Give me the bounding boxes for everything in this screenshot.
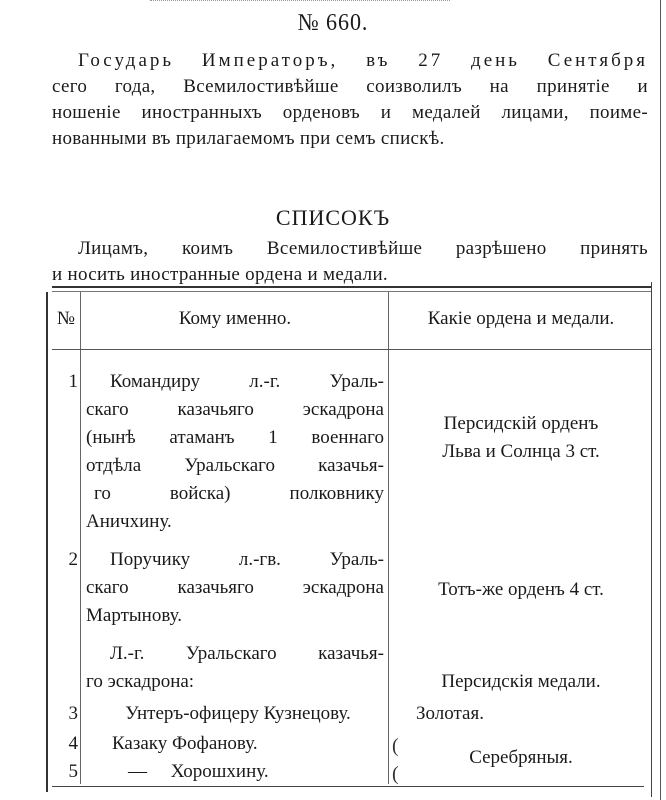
group-heading-line: Л.-г. Уральскаго казачья-	[110, 643, 384, 664]
row-1-award-line: Льва и Солнца 3 ст.	[442, 441, 600, 462]
rows-4-5-award-line: Серебряныя.	[469, 747, 573, 768]
column-header-who: Кому именно.	[178, 308, 292, 329]
table-column-divider-award	[388, 292, 389, 784]
row-2-recipient	[86, 546, 384, 630]
row-1-recipient-line: го войска) полковнику	[94, 483, 384, 504]
row-5-recipient-line: — Хорошхину.	[128, 761, 269, 782]
group-heading-line: го эскадрона:	[86, 671, 195, 692]
row-5-recipient	[86, 758, 384, 786]
page-right-edge-rule	[660, 0, 661, 800]
intro-line-1: Государь Императоръ, въ 27 день Сентября	[78, 50, 648, 71]
row-1-recipient	[86, 368, 384, 536]
row-3-award-line: Золотая.	[416, 703, 484, 724]
group-award-heading-line: Персидскія медали.	[441, 671, 601, 692]
row-1-recipient-line: Аничхину.	[86, 511, 172, 532]
table-column-divider-number	[80, 292, 81, 784]
group-heading	[86, 640, 384, 696]
row-3-recipient	[86, 700, 384, 728]
row-1-recipient-line: (нынѣ атаманъ 1 военнаго	[86, 427, 384, 448]
row-4-number: 4	[68, 733, 78, 754]
row-3-recipient-line: Унтеръ-офицеру Кузнецову.	[125, 703, 351, 724]
row-2-recipient-line: Мартынову.	[86, 605, 182, 626]
intro-line-4: нованными въ прилагаемомъ при семъ спискѣ.	[52, 128, 445, 149]
row-2-recipient-line: скаго казачьяго эскадрона	[86, 577, 384, 598]
table-right-border	[651, 282, 652, 797]
row-4-recipient	[86, 730, 384, 758]
rows-4-5-award	[392, 744, 650, 772]
list-title: СПИСОКЪ	[275, 205, 391, 230]
list-intro-line-1: Лицамъ, коимъ Всемилостивѣйше разрѣшено принять	[78, 238, 648, 259]
row-2-number: 2	[68, 549, 78, 570]
intro-line-3: ношеніе иностранныхъ орденовъ и медалей лицами, поиме-	[52, 102, 648, 123]
row-4-brace: (	[392, 735, 399, 757]
table-left-border	[46, 292, 48, 792]
table-top-rule	[52, 286, 652, 292]
table-header-rule	[52, 349, 652, 350]
row-5-number: 5	[68, 761, 78, 782]
row-1-recipient-line: Командиру л.-г. Ураль-	[110, 371, 384, 392]
intro-line-2: сего года, Всемилостивѣйше соизволилъ на принятіе и	[52, 76, 648, 97]
list-intro-paragraph	[52, 236, 648, 288]
table-bottom-rule	[52, 786, 644, 787]
column-header-awards: Какіе ордена и медали.	[427, 308, 615, 329]
top-edge-specks	[150, 0, 450, 3]
row-5-brace: (	[392, 763, 399, 785]
row-1-number: 1	[68, 371, 78, 392]
group-award-heading	[392, 668, 650, 696]
row-4-recipient-line: Казаку Фофанову.	[112, 733, 258, 754]
intro-paragraph	[52, 48, 648, 152]
row-2-award-line: Тотъ-же орденъ 4 ст.	[438, 579, 604, 600]
list-intro-line-2: и носить иностранные ордена и медали.	[52, 264, 388, 285]
row-3-award	[392, 700, 650, 728]
row-2-award	[392, 576, 650, 604]
document-number: № 660.	[297, 10, 369, 36]
column-header-number: №	[56, 308, 76, 329]
row-1-recipient-line: отдѣла Уральскаго казачья-	[86, 455, 384, 476]
row-1-award-line: Персидскій орденъ	[443, 413, 599, 434]
row-1-award	[392, 410, 650, 466]
row-1-recipient-line: скаго казачьяго эскадрона	[86, 399, 384, 420]
row-3-number: 3	[68, 703, 78, 724]
row-2-recipient-line: Поручику л.-гв. Ураль-	[110, 549, 384, 570]
